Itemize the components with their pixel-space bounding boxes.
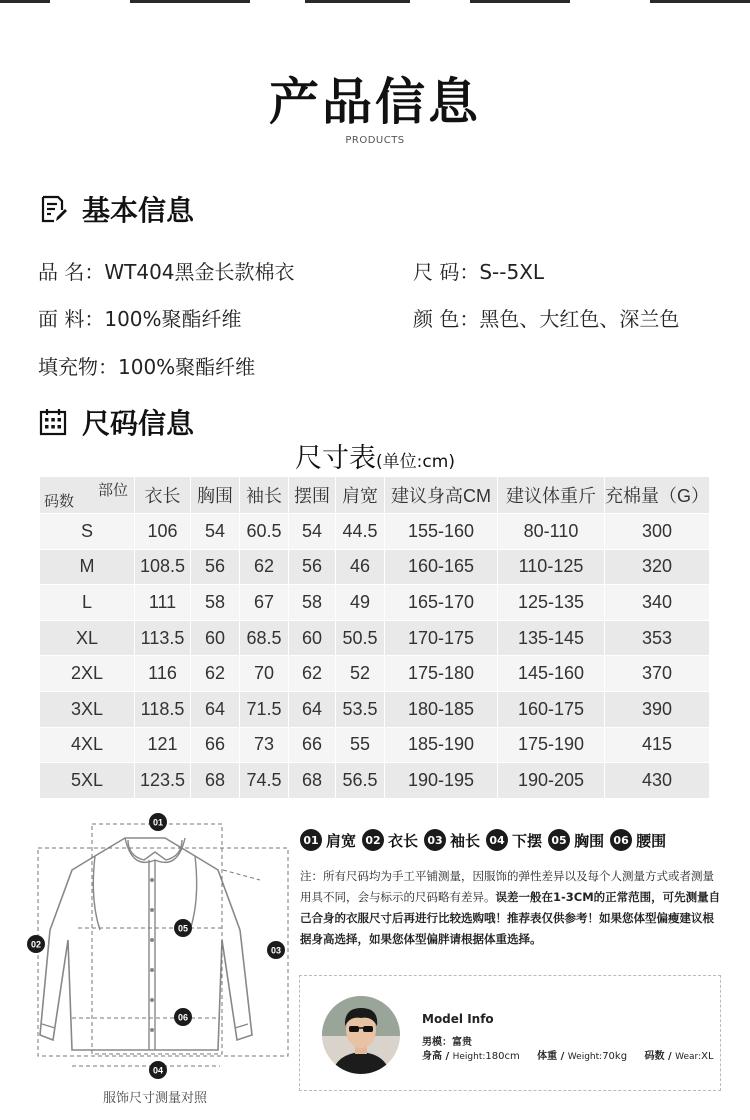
table-cell: 55 bbox=[336, 727, 385, 763]
table-cell: 58 bbox=[191, 585, 240, 621]
marker-05: 05 bbox=[177, 923, 189, 934]
diagram-caption: 服饰尺寸测量对照 bbox=[102, 1091, 207, 1106]
table-cell: 68 bbox=[289, 763, 336, 799]
table-cell: 123.5 bbox=[135, 763, 191, 799]
top-decor-line bbox=[0, 0, 750, 3]
legend-item: 05 胸围 bbox=[548, 829, 604, 851]
table-cell: 64 bbox=[191, 691, 240, 727]
model-avatar bbox=[322, 996, 400, 1074]
basic-info-heading: 基本信息 bbox=[38, 189, 194, 229]
table-cell: 80-110 bbox=[498, 514, 605, 550]
table-cell: 68.5 bbox=[240, 620, 289, 656]
column-header: 摆围 bbox=[289, 477, 336, 514]
info-row-fabric: 面 料：100%聚酯纤维 bbox=[38, 307, 242, 331]
table-corner-cell: 部位 码数 bbox=[40, 477, 135, 514]
table-cell: 71.5 bbox=[240, 691, 289, 727]
table-cell: 110-125 bbox=[498, 549, 605, 585]
table-row bbox=[40, 514, 710, 550]
table-cell: 56 bbox=[289, 549, 336, 585]
info-row-filling: 填充物：100%聚酯纤维 bbox=[38, 355, 256, 379]
table-cell: 68 bbox=[191, 763, 240, 799]
table-cell: 185-190 bbox=[385, 727, 498, 763]
table-cell: 106 bbox=[135, 514, 191, 550]
legend-item: 04 下摆 bbox=[486, 829, 542, 851]
table-row bbox=[40, 691, 710, 727]
marker-03: 03 bbox=[270, 945, 282, 956]
marker-01: 01 bbox=[152, 817, 164, 828]
table-cell: 145-160 bbox=[498, 656, 605, 692]
column-header: 肩宽 bbox=[336, 477, 385, 514]
column-header: 胸围 bbox=[191, 477, 240, 514]
table-cell: 60 bbox=[191, 620, 240, 656]
size-label-cell: XL bbox=[40, 620, 135, 656]
size-label-cell: 2XL bbox=[40, 656, 135, 692]
table-cell: 165-170 bbox=[385, 585, 498, 621]
model-stats: 身高 / Height:180cm 体重 / Weight:70kg 码数 / Wear:XL bbox=[422, 1051, 714, 1062]
edit-document-icon bbox=[38, 194, 68, 224]
table-header-row bbox=[40, 477, 710, 514]
table-cell: 62 bbox=[289, 656, 336, 692]
table-cell: 300 bbox=[605, 514, 710, 550]
marker-04: 04 bbox=[152, 1065, 164, 1076]
column-header: 建议体重斤 bbox=[498, 477, 605, 514]
table-cell: 113.5 bbox=[135, 620, 191, 656]
table-cell: 135-145 bbox=[498, 620, 605, 656]
page-title: 产品信息 bbox=[269, 73, 481, 131]
table-cell: 53.5 bbox=[336, 691, 385, 727]
page-subtitle: PRODUCTS bbox=[345, 135, 405, 146]
table-cell: 70 bbox=[240, 656, 289, 692]
size-label-cell: M bbox=[40, 549, 135, 585]
table-cell: 415 bbox=[605, 727, 710, 763]
model-gender-name: 男模：富贵 bbox=[422, 1037, 472, 1048]
column-header: 衣长 bbox=[135, 477, 191, 514]
table-cell: 170-175 bbox=[385, 620, 498, 656]
marker-02: 02 bbox=[30, 939, 42, 950]
table-cell: 60.5 bbox=[240, 514, 289, 550]
model-info-title: Model Info bbox=[422, 1012, 494, 1026]
table-cell: 118.5 bbox=[135, 691, 191, 727]
table-cell: 116 bbox=[135, 656, 191, 692]
table-cell: 62 bbox=[191, 656, 240, 692]
table-cell: 73 bbox=[240, 727, 289, 763]
table-row bbox=[40, 656, 710, 692]
size-label-cell: 4XL bbox=[40, 727, 135, 763]
table-cell: 430 bbox=[605, 763, 710, 799]
table-cell: 175-190 bbox=[498, 727, 605, 763]
table-cell: 54 bbox=[191, 514, 240, 550]
table-cell: 160-165 bbox=[385, 549, 498, 585]
measurement-legend bbox=[300, 829, 672, 851]
table-cell: 108.5 bbox=[135, 549, 191, 585]
info-row-size: 尺 码：S--5XL bbox=[413, 260, 545, 284]
table-cell: 121 bbox=[135, 727, 191, 763]
size-label-cell: 3XL bbox=[40, 691, 135, 727]
table-cell: 56.5 bbox=[336, 763, 385, 799]
table-cell: 64 bbox=[289, 691, 336, 727]
info-row-color: 颜 色：黑色、大红色、深兰色 bbox=[413, 307, 680, 331]
table-row bbox=[40, 620, 710, 656]
shirt-measurement-diagram bbox=[20, 810, 290, 1085]
table-row bbox=[40, 763, 710, 799]
table-cell: 125-135 bbox=[498, 585, 605, 621]
table-cell: 44.5 bbox=[336, 514, 385, 550]
legend-item: 01 肩宽 bbox=[300, 829, 356, 851]
calendar-grid-icon bbox=[38, 407, 68, 437]
column-header: 充棉量（G） bbox=[605, 477, 710, 514]
table-cell: 52 bbox=[336, 656, 385, 692]
size-label-cell: S bbox=[40, 514, 135, 550]
table-cell: 74.5 bbox=[240, 763, 289, 799]
measurement-note: 注：所有尺码均为手工平铺测量，因服饰的弹性差异以及每个人测量方式或者测量用具不同，会与标示的尺码略有差异。误差一般在1-3CM的正常范围，可先测量自己合身的衣服尺寸后再进行比较选购哦！推荐表仅供参考！如果您体型偏瘦建议根据身高选择，如果您体型偏胖请根据体重选择。 bbox=[300, 869, 721, 946]
table-cell: 50.5 bbox=[336, 620, 385, 656]
table-cell: 320 bbox=[605, 549, 710, 585]
size-table-title: 尺寸表(单位:cm) bbox=[295, 443, 455, 474]
table-cell: 58 bbox=[289, 585, 336, 621]
column-header: 建议身高CM bbox=[385, 477, 498, 514]
table-cell: 56 bbox=[191, 549, 240, 585]
table-cell: 175-180 bbox=[385, 656, 498, 692]
table-row bbox=[40, 585, 710, 621]
table-cell: 190-205 bbox=[498, 763, 605, 799]
size-label-cell: 5XL bbox=[40, 763, 135, 799]
table-cell: 54 bbox=[289, 514, 336, 550]
table-cell: 60 bbox=[289, 620, 336, 656]
table-cell: 111 bbox=[135, 585, 191, 621]
legend-item: 03 袖长 bbox=[424, 829, 480, 851]
legend-item: 02 衣长 bbox=[362, 829, 418, 851]
table-cell: 46 bbox=[336, 549, 385, 585]
size-table bbox=[39, 476, 710, 799]
table-cell: 66 bbox=[191, 727, 240, 763]
table-cell: 190-195 bbox=[385, 763, 498, 799]
table-cell: 353 bbox=[605, 620, 710, 656]
marker-06: 06 bbox=[177, 1012, 189, 1023]
table-cell: 390 bbox=[605, 691, 710, 727]
column-header: 袖长 bbox=[240, 477, 289, 514]
table-row bbox=[40, 727, 710, 763]
table-cell: 160-175 bbox=[498, 691, 605, 727]
table-cell: 340 bbox=[605, 585, 710, 621]
table-cell: 155-160 bbox=[385, 514, 498, 550]
table-row bbox=[40, 549, 710, 585]
table-cell: 66 bbox=[289, 727, 336, 763]
table-cell: 370 bbox=[605, 656, 710, 692]
size-info-heading: 尺码信息 bbox=[38, 402, 194, 442]
size-label-cell: L bbox=[40, 585, 135, 621]
info-row-name: 品 名：WT404黑金长款棉衣 bbox=[38, 260, 295, 284]
legend-item: 06 腰围 bbox=[610, 829, 666, 851]
table-cell: 180-185 bbox=[385, 691, 498, 727]
table-cell: 67 bbox=[240, 585, 289, 621]
table-cell: 49 bbox=[336, 585, 385, 621]
table-cell: 62 bbox=[240, 549, 289, 585]
